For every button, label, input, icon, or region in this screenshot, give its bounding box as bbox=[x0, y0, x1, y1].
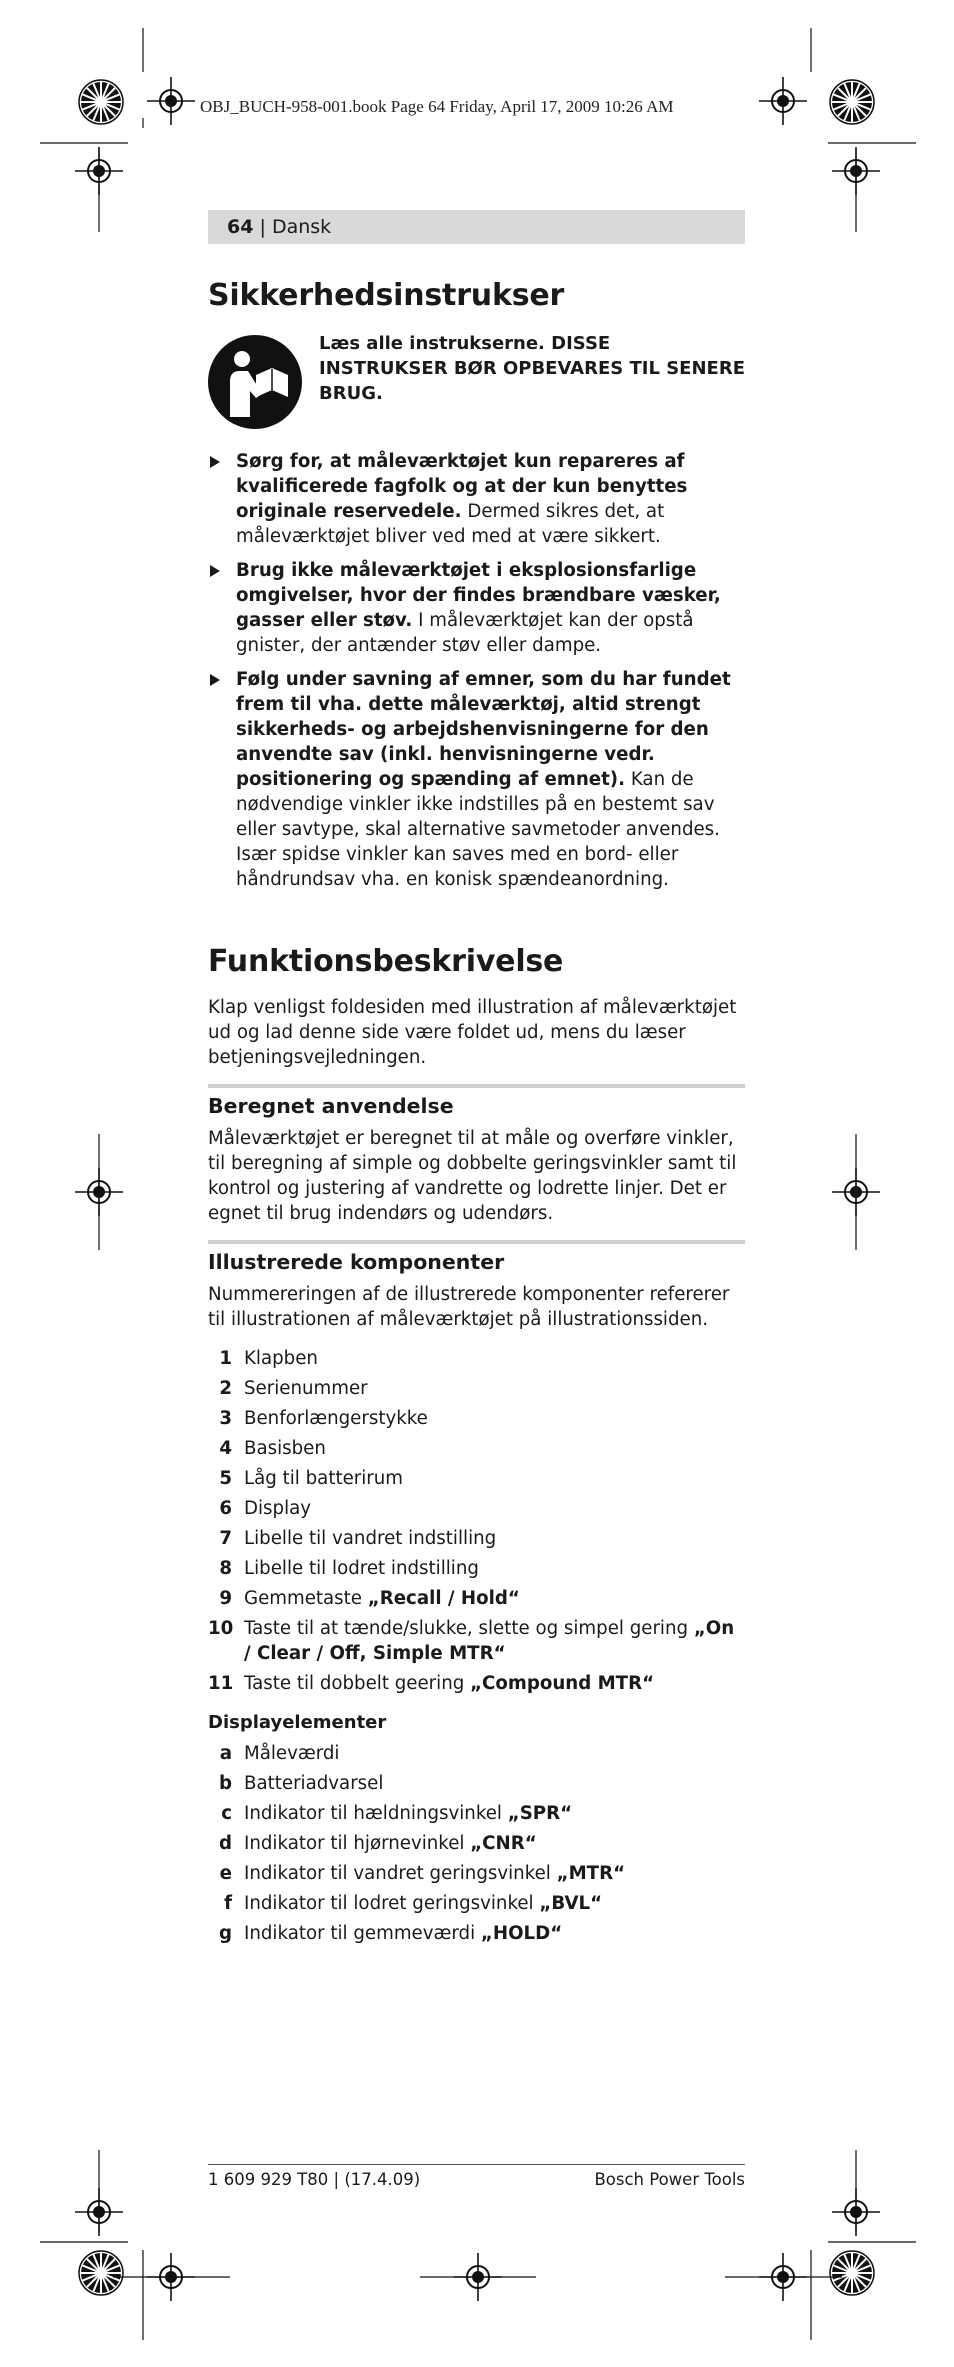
item-letter: a bbox=[219, 1743, 232, 1764]
item-letter: d bbox=[218, 1833, 232, 1854]
item-text: Låg til batterirum bbox=[244, 1468, 404, 1489]
item-text: Gemmetaste bbox=[244, 1588, 368, 1609]
list-item bbox=[208, 1771, 745, 1796]
registration-mark-icon bbox=[832, 147, 880, 195]
list-item bbox=[208, 1406, 745, 1431]
list-item bbox=[208, 1671, 745, 1696]
footer-brand: Bosch Power Tools bbox=[594, 2170, 745, 2189]
page-header-separator: | bbox=[253, 216, 272, 238]
display-heading: Displayelementer bbox=[208, 1712, 387, 1733]
item-text: Taste til dobbelt geering bbox=[244, 1673, 471, 1694]
list-item bbox=[208, 1556, 745, 1581]
function-intro: Klap venligst foldesiden med illustration af måleværktøjet ud og lad denne side være foldet ud, mens du læser betjeningsvejledningen. bbox=[208, 997, 737, 1068]
triangle-bullet-icon bbox=[210, 456, 220, 468]
list-item bbox=[208, 1861, 745, 1886]
safety-heading: Sikkerhedsinstrukser bbox=[208, 278, 565, 313]
item-text: Serienummer bbox=[244, 1378, 368, 1399]
item-letter: g bbox=[218, 1923, 232, 1944]
components-list bbox=[208, 1346, 745, 1696]
page-content bbox=[208, 268, 745, 1962]
safety-item-bold: Brug ikke måleværktøjet i eksplosionsfarlige omgivelser, hvor der findes brændbare væsker, gasser eller støv. bbox=[236, 560, 721, 631]
item-text: Indikator til hældningsvinkel bbox=[244, 1803, 508, 1824]
list-item bbox=[208, 1891, 745, 1916]
item-number: 9 bbox=[219, 1588, 232, 1609]
list-item bbox=[208, 1526, 745, 1551]
item-text: Indikator til hjørnevinkel bbox=[244, 1833, 471, 1854]
display-list bbox=[208, 1741, 745, 1946]
page-header-bar bbox=[208, 210, 745, 244]
section-divider bbox=[208, 1240, 745, 1244]
item-letter: f bbox=[224, 1893, 232, 1914]
list-item bbox=[208, 1921, 745, 1946]
registration-mark-icon bbox=[147, 77, 195, 125]
triangle-bullet-icon bbox=[210, 565, 220, 577]
item-number: 6 bbox=[219, 1498, 232, 1519]
safety-item bbox=[208, 667, 745, 892]
item-bold: „MTR“ bbox=[556, 1863, 626, 1884]
function-heading: Funktionsbeskrivelse bbox=[208, 944, 564, 979]
item-letter: e bbox=[219, 1863, 232, 1884]
intended-use-heading: Beregnet anvendelse bbox=[208, 1094, 454, 1118]
list-item bbox=[208, 1801, 745, 1826]
item-number: 4 bbox=[219, 1438, 232, 1459]
section-divider bbox=[208, 1084, 745, 1088]
triangle-bullet-icon bbox=[210, 674, 220, 686]
item-number: 3 bbox=[219, 1408, 232, 1429]
registration-mark-icon bbox=[832, 2188, 880, 2236]
starburst-target-icon bbox=[79, 2251, 123, 2295]
list-item bbox=[208, 1376, 745, 1401]
item-text: Benforlængerstykke bbox=[244, 1408, 428, 1429]
list-item bbox=[208, 1496, 745, 1521]
item-text: Libelle til vandret indstilling bbox=[244, 1528, 497, 1549]
item-number: 11 bbox=[208, 1673, 234, 1694]
item-text: Måleværdi bbox=[244, 1743, 340, 1764]
item-bold: „CNR“ bbox=[470, 1833, 537, 1854]
footer-document-number: 1 609 929 T80 | (17.4.09) bbox=[208, 2170, 421, 2189]
item-text: Indikator til lodret geringsvinkel bbox=[244, 1893, 540, 1914]
book-file-header: OBJ_BUCH-958-001.book Page 64 Friday, April 17, 2009 10:26 AM bbox=[200, 97, 674, 116]
list-item bbox=[208, 1616, 745, 1666]
intended-use-text: Måleværktøjet er beregnet til at måle og overføre vinkler, til beregning af simple og dobbelte geringsvinkler samt til kontrol og justering af vandrette og lodrette linjer. Det er egnet til brug indendørs og udendørs. bbox=[208, 1128, 737, 1224]
item-bold: „Compound MTR“ bbox=[470, 1673, 655, 1694]
item-text: Indikator til vandret geringsvinkel bbox=[244, 1863, 557, 1884]
registration-mark-icon bbox=[75, 147, 123, 195]
safety-item-text: Dermed sikres det, at måleværktøjet bliver ved med at være sikkert. bbox=[236, 501, 665, 547]
registration-mark-icon bbox=[759, 77, 807, 125]
list-item bbox=[208, 1831, 745, 1856]
item-text: Indikator til gemmeværdi bbox=[244, 1923, 481, 1944]
read-manual-icon bbox=[208, 335, 302, 429]
item-number: 7 bbox=[219, 1528, 232, 1549]
item-number: 8 bbox=[219, 1558, 232, 1579]
footer-rule bbox=[208, 2164, 745, 2165]
item-bold: „HOLD“ bbox=[480, 1923, 563, 1944]
components-intro: Nummereringen af de illustrerede komponenter refererer til illustrationen af måleværktøjet på illustrationssiden. bbox=[208, 1284, 730, 1330]
starburst-target-icon bbox=[79, 80, 123, 124]
item-text: Batteriadvarsel bbox=[244, 1773, 384, 1794]
safety-item bbox=[208, 449, 745, 549]
item-bold: „Recall / Hold“ bbox=[367, 1588, 520, 1609]
item-text: Libelle til lodret indstilling bbox=[244, 1558, 479, 1579]
item-text: Display bbox=[244, 1498, 312, 1519]
safety-intro bbox=[208, 331, 745, 437]
item-number: 1 bbox=[219, 1348, 232, 1369]
safety-item-bold: Følg under savning af emner, som du har fundet frem til vha. dette måleværktøj, altid strengt sikkerheds- og arbejdshenvisningerne for den anvendte sav (inkl. henvisningerne vedr. positionering og spænding af emnet). bbox=[236, 669, 731, 790]
safety-item bbox=[208, 558, 745, 658]
safety-list bbox=[208, 449, 745, 892]
item-bold: „SPR“ bbox=[507, 1803, 573, 1824]
list-item bbox=[208, 1466, 745, 1491]
item-number: 10 bbox=[208, 1618, 234, 1639]
item-number: 2 bbox=[219, 1378, 232, 1399]
page-language: Dansk bbox=[271, 216, 332, 238]
page-number: 64 bbox=[227, 216, 254, 238]
list-item bbox=[208, 1586, 745, 1611]
safety-item-bold: Sørg for, at måleværktøjet kun repareres af kvalificerede fagfolk og at der kun benyttes originale reservedele. bbox=[236, 451, 688, 522]
registration-mark-icon bbox=[832, 1168, 880, 1216]
item-number: 5 bbox=[219, 1468, 232, 1489]
item-text: Basisben bbox=[244, 1438, 326, 1459]
list-item bbox=[208, 1346, 745, 1371]
list-item bbox=[208, 1741, 745, 1766]
safety-item-text: Kan de nødvendige vinkler ikke indstilles på en bestemt sav eller savtype, skal alternative savmetoder anvendes. Især spidse vinkler kan saves med en bord- eller håndrundsav vha. en konisk spændeanordning. bbox=[236, 769, 720, 890]
list-item bbox=[208, 1436, 745, 1461]
item-text: Klapben bbox=[244, 1348, 318, 1369]
components-heading: Illustrerede komponenter bbox=[208, 1250, 505, 1274]
item-text: Taste til at tænde/slukke, slette og simpel gering bbox=[244, 1618, 694, 1639]
safety-item-text: I måleværktøjet kan der opstå gnister, der antænder støv eller dampe. bbox=[236, 610, 694, 656]
starburst-target-icon bbox=[830, 80, 874, 124]
registration-mark-icon bbox=[75, 2188, 123, 2236]
starburst-target-icon bbox=[830, 2251, 874, 2295]
safety-intro-text: Læs alle instrukserne. DISSE INSTRUKSER BØR OPBEVARES TIL SENERE BRUG. bbox=[319, 333, 745, 404]
item-letter: b bbox=[218, 1773, 232, 1794]
item-bold: „On / Clear / Off, Simple MTR“ bbox=[244, 1618, 735, 1664]
registration-mark-icon bbox=[75, 1168, 123, 1216]
item-bold: „BVL“ bbox=[539, 1893, 603, 1914]
item-letter: c bbox=[221, 1803, 232, 1824]
